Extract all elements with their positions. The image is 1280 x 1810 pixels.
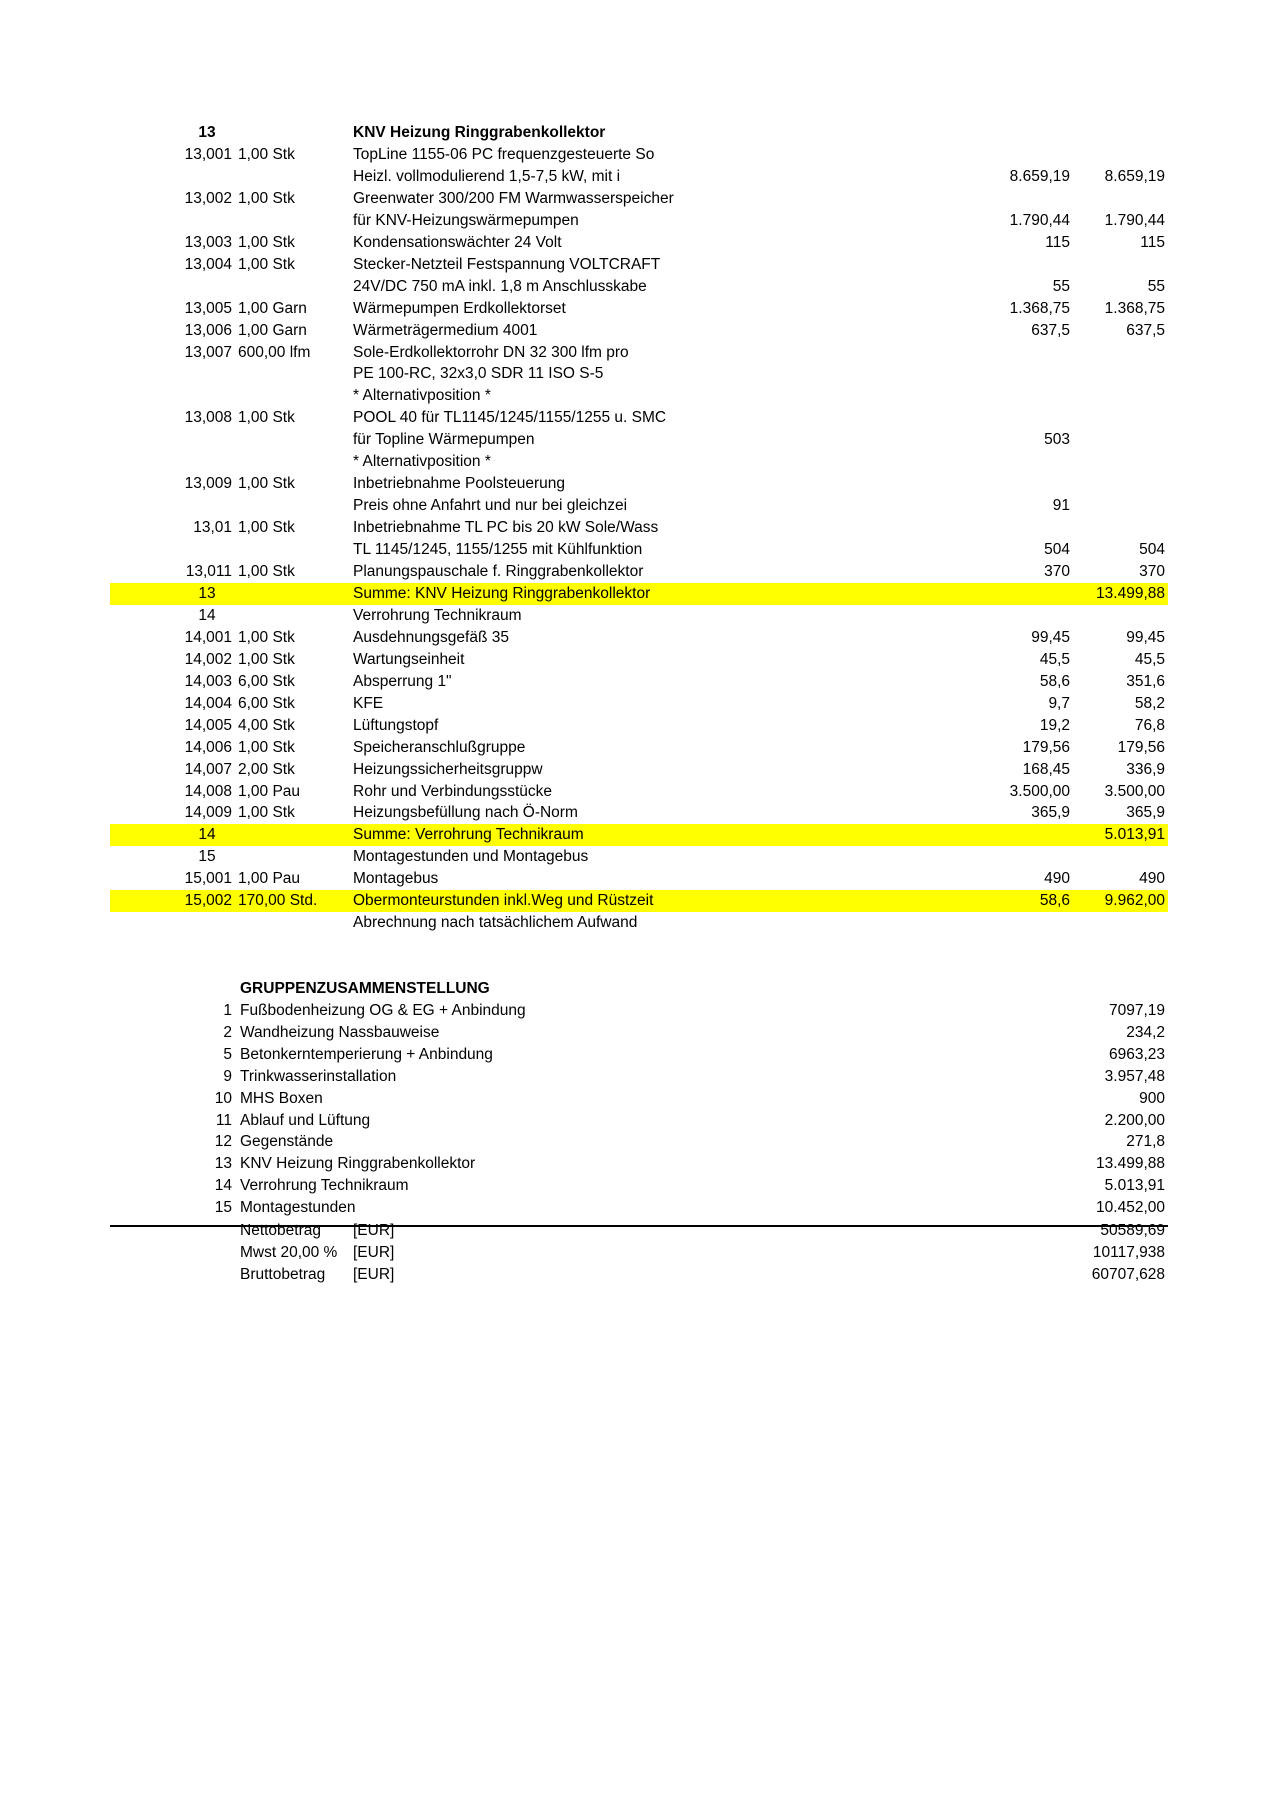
unit-price: 115 [1045,233,1070,251]
unit-price: 91 [1052,497,1070,515]
group-name: Verrohrung Technikraum [240,1177,409,1195]
item-description: Preis ohne Anfahrt und nur bei gleichzei [353,497,628,515]
position-number: 13,009 [184,475,232,493]
item-description: Lüftungstopf [353,716,439,734]
item-description: Speicheranschlußgruppe [353,738,526,756]
item-description: * Alternativposition * [353,453,491,471]
line-total: 76,8 [1134,716,1165,734]
currency-unit: [EUR] [353,1244,395,1261]
position-number: 14,003 [184,672,232,690]
group-value: 6963,23 [1108,1045,1165,1063]
position-number: 14,004 [184,694,232,712]
section-row [110,605,1168,627]
item-description: für Topline Wärmepumpen [353,431,535,449]
item-description: Kondensationswächter 24 Volt [353,233,562,251]
table-row [110,254,1168,276]
position-number: 13,002 [184,189,232,207]
unit-price: 503 [1044,431,1070,449]
group-row [110,1088,1168,1110]
group-value: 7097,19 [1108,1002,1165,1019]
group-value: 5.013,91 [1104,1177,1165,1195]
table-row [110,342,1168,364]
line-total: 370 [1139,563,1165,580]
total-row [110,1242,1168,1264]
position-number: 13,006 [184,321,232,339]
item-description: Wärmepumpen Erdkollektorset [353,299,566,317]
position-number: 13,001 [184,145,232,163]
group-number: 15 [214,1199,232,1217]
position-number: 13,008 [184,409,232,427]
total-value: 60707,628 [1091,1266,1165,1283]
group-name: MHS Boxen [240,1089,323,1107]
unit-price: 58,6 [1039,892,1070,910]
quantity-unit: 1,00 Stk [238,255,295,273]
item-description: 24V/DC 750 mA inkl. 1,8 m Anschlusskabe [353,277,647,295]
group-number: 1 [223,1002,232,1019]
item-description: * Alternativposition * [353,387,491,405]
table-row [110,363,1168,385]
line-total: 45,5 [1134,650,1165,668]
group-row [110,1110,1168,1132]
line-total: 13.499,88 [1096,584,1165,602]
position-number: 14,005 [184,716,232,734]
table-row [110,649,1168,671]
unit-price: 55 [1052,277,1070,295]
group-value: 271,8 [1126,1133,1165,1151]
quantity-unit: 1,00 Stk [238,804,295,822]
line-total: 504 [1139,541,1165,559]
unit-price: 179,56 [1022,738,1070,756]
group-value: 2.200,00 [1104,1111,1165,1129]
position-number: 14,008 [184,782,232,800]
subtotal-row [110,824,1168,846]
table-row [110,715,1168,737]
item-description: Ausdehnungsgefäß 35 [353,628,509,646]
group-row [110,1153,1168,1175]
item-description: Heizungsbefüllung nach Ö-Norm [353,804,578,822]
item-description: Sole-Erdkollektorrohr DN 32 300 lfm pro [353,343,629,361]
position-number: 13,01 [193,519,232,537]
total-row [110,1264,1168,1286]
quantity-unit: 1,00 Stk [238,650,295,668]
unit-price: 45,5 [1039,650,1070,668]
group-summary-title: GRUPPENZUSAMMENSTELLUNG [240,980,490,997]
item-description: Heizungssicherheitsgruppw [353,760,543,778]
group-name: Ablauf und Lüftung [240,1111,371,1129]
group-name: Betonkerntemperierung + Anbindung [240,1045,493,1063]
subtotal-row [110,890,1168,912]
unit-price: 504 [1044,541,1070,559]
position-number: 15,002 [184,892,232,910]
group-row [110,1022,1168,1044]
position-number: 14,006 [184,738,232,756]
item-description: Montagestunden und Montagebus [353,848,589,866]
position-number: 15 [198,848,216,866]
item-description: Absperrung 1" [353,672,452,690]
group-number: 9 [223,1067,232,1085]
unit-price: 168,45 [1022,760,1070,778]
table-row [110,693,1168,715]
group-row [110,1175,1168,1197]
table-row [110,298,1168,320]
table-row [110,737,1168,759]
table-row [110,671,1168,693]
currency-unit: [EUR] [353,1266,395,1283]
line-total: 490 [1139,870,1165,888]
position-number: 13,005 [184,299,232,317]
table-row [110,627,1168,649]
table-row [110,912,1168,934]
group-name: Gegenstände [240,1133,334,1151]
position-number: 14,009 [184,804,232,822]
line-total: 351,6 [1126,672,1165,690]
quantity-unit: 1,00 Stk [238,519,295,537]
table-row [110,759,1168,781]
total-row [110,1220,1168,1242]
position-number: 13 [198,124,216,141]
item-description: TopLine 1155-06 PC frequenzgesteuerte So [353,145,655,163]
line-total: 55 [1147,277,1165,295]
item-description: KFE [353,694,384,712]
group-number: 13 [214,1155,232,1173]
group-number: 10 [214,1089,232,1107]
position-number: 13,007 [184,343,232,361]
unit-price: 3.500,00 [1009,782,1070,800]
quantity-unit: 1,00 Stk [238,628,295,646]
table-row [110,276,1168,298]
quantity-unit: 1,00 Garn [238,299,307,317]
quantity-unit: 6,00 Stk [238,694,295,712]
item-description: Obermonteurstunden inkl.Weg und Rüstzeit [353,892,654,910]
group-row [110,1131,1168,1153]
table-row [110,210,1168,232]
item-description: Abrechnung nach tatsächlichem Aufwand [353,914,638,932]
table-row [110,802,1168,824]
quantity-unit: 1,00 Stk [238,233,295,251]
line-total: 58,2 [1134,694,1165,712]
position-number: 15,001 [184,870,232,888]
line-total: 637,5 [1126,321,1165,339]
line-total: 365,9 [1126,804,1165,822]
total-label: Bruttobetrag [240,1266,326,1283]
item-description: Summe: Verrohrung Technikraum [353,826,584,844]
table-row [110,451,1168,473]
quantity-unit: 600,00 lfm [238,343,311,361]
table-row [110,188,1168,210]
total-value: 10117,938 [1092,1244,1165,1261]
unit-price: 1.368,75 [1009,299,1070,317]
quantity-unit: 1,00 Pau [238,782,301,800]
unit-price: 99,45 [1031,628,1070,646]
item-description: Stecker-Netzteil Festspannung VOLTCRAFT [353,255,661,273]
position-number: 14 [198,606,216,624]
item-description: Verrohrung Technikraum [353,606,522,624]
line-total: 9.962,00 [1104,892,1165,910]
table-row [110,539,1168,561]
item-description: Heizl. vollmodulierend 1,5-7,5 kW, mit i [353,167,621,185]
group-value: 3.957,48 [1104,1067,1165,1085]
group-value: 13.499,88 [1096,1155,1165,1173]
section-row [110,846,1168,868]
group-row [110,1000,1168,1022]
subtotal-row [110,583,1168,605]
group-row [110,1044,1168,1066]
quantity-unit: 1,00 Stk [238,738,295,756]
section-row [110,122,1168,144]
item-description: Montagebus [353,870,439,888]
table-row [110,429,1168,451]
unit-price: 370 [1044,563,1070,580]
line-total: 5.013,91 [1104,826,1165,844]
quantity-unit: 1,00 Stk [238,563,295,580]
quantity-unit: 1,00 Stk [238,145,295,163]
group-number: 12 [214,1133,232,1151]
group-number: 14 [214,1177,232,1195]
group-name: Fußbodenheizung OG & EG + Anbindung [240,1002,526,1019]
group-name: Montagestunden [240,1199,356,1217]
group-value: 234,2 [1126,1023,1165,1041]
total-label: Nettobetrag [240,1222,321,1239]
line-total: 115 [1140,233,1165,251]
table-row [110,781,1168,803]
table-row [110,868,1168,890]
quantity-unit: 1,00 Garn [238,321,307,339]
position-number: 14 [198,826,216,844]
item-description: für KNV-Heizungswärmepumpen [353,211,579,229]
line-total: 1.368,75 [1104,299,1165,317]
unit-price: 9,7 [1048,694,1070,712]
item-description: Wartungseinheit [353,650,465,668]
quantity-unit: 1,00 Pau [238,870,301,888]
total-value: 50589,69 [1100,1222,1165,1239]
quantity-unit: 170,00 Std. [238,892,318,910]
unit-price: 365,9 [1031,804,1070,822]
position-number: 14,007 [184,760,232,778]
unit-price: 58,6 [1039,672,1070,690]
line-total: 8.659,19 [1104,167,1165,185]
position-number: 13,003 [184,233,232,251]
group-row [110,1066,1168,1088]
table-row [110,166,1168,188]
quantity-unit: 2,00 Stk [238,760,295,778]
quantity-unit: 1,00 Stk [238,409,295,427]
line-total: 3.500,00 [1104,782,1165,800]
total-label: Mwst 20,00 % [240,1244,338,1261]
table-row [110,473,1168,495]
unit-price: 8.659,19 [1009,167,1070,185]
position-number: 13,011 [185,563,232,580]
position-number: 14,002 [184,650,232,668]
currency-unit: [EUR] [353,1222,395,1239]
item-description: Inbetriebnahme TL PC bis 20 kW Sole/Wass [353,519,659,537]
group-name: KNV Heizung Ringgrabenkollektor [240,1155,476,1173]
group-row [110,1197,1168,1219]
unit-price: 1.790,44 [1009,211,1070,229]
table-row [110,320,1168,342]
group-name: Wandheizung Nassbauweise [240,1023,440,1041]
item-description: Inbetriebnahme Poolsteuerung [353,475,565,493]
table-row [110,144,1168,166]
group-number: 2 [223,1023,232,1041]
line-total: 336,9 [1126,760,1165,778]
position-number: 13 [198,584,216,602]
item-description: Summe: KNV Heizung Ringgrabenkollektor [353,584,651,602]
item-description: Greenwater 300/200 FM Warmwasserspeicher [353,189,674,207]
item-description: Planungspauschale f. Ringgrabenkollektor [353,563,644,580]
unit-price: 490 [1044,870,1070,888]
item-description: Wärmeträgermedium 4001 [353,321,538,339]
item-description: TL 1145/1245, 1155/1255 mit Kühlfunktion [353,541,643,559]
item-description: POOL 40 für TL1145/1245/1155/1255 u. SMC [353,409,667,427]
unit-price: 19,2 [1039,716,1070,734]
table-row [110,407,1168,429]
item-description: Rohr und Verbindungsstücke [353,782,553,800]
line-total: 1.790,44 [1104,211,1165,229]
group-name: Trinkwasserinstallation [240,1067,397,1085]
table-row [110,385,1168,407]
position-number: 14,001 [184,628,232,646]
table-row [110,495,1168,517]
quantity-unit: 1,00 Stk [238,475,295,493]
table-row [110,561,1168,583]
unit-price: 637,5 [1031,321,1070,339]
group-value: 900 [1139,1089,1165,1107]
quantity-unit: 4,00 Stk [238,716,295,734]
item-description: PE 100-RC, 32x3,0 SDR 11 ISO S-5 [353,365,604,383]
table-row [110,232,1168,254]
table-row [110,517,1168,539]
line-total: 99,45 [1126,628,1165,646]
item-description: KNV Heizung Ringgrabenkollektor [353,124,606,141]
group-number: 11 [215,1111,232,1129]
quantity-unit: 6,00 Stk [238,672,295,690]
quantity-unit: 1,00 Stk [238,189,295,207]
line-total: 179,56 [1117,738,1165,756]
group-value: 10.452,00 [1096,1199,1165,1217]
position-number: 13,004 [184,255,232,273]
group-number: 5 [223,1045,232,1063]
